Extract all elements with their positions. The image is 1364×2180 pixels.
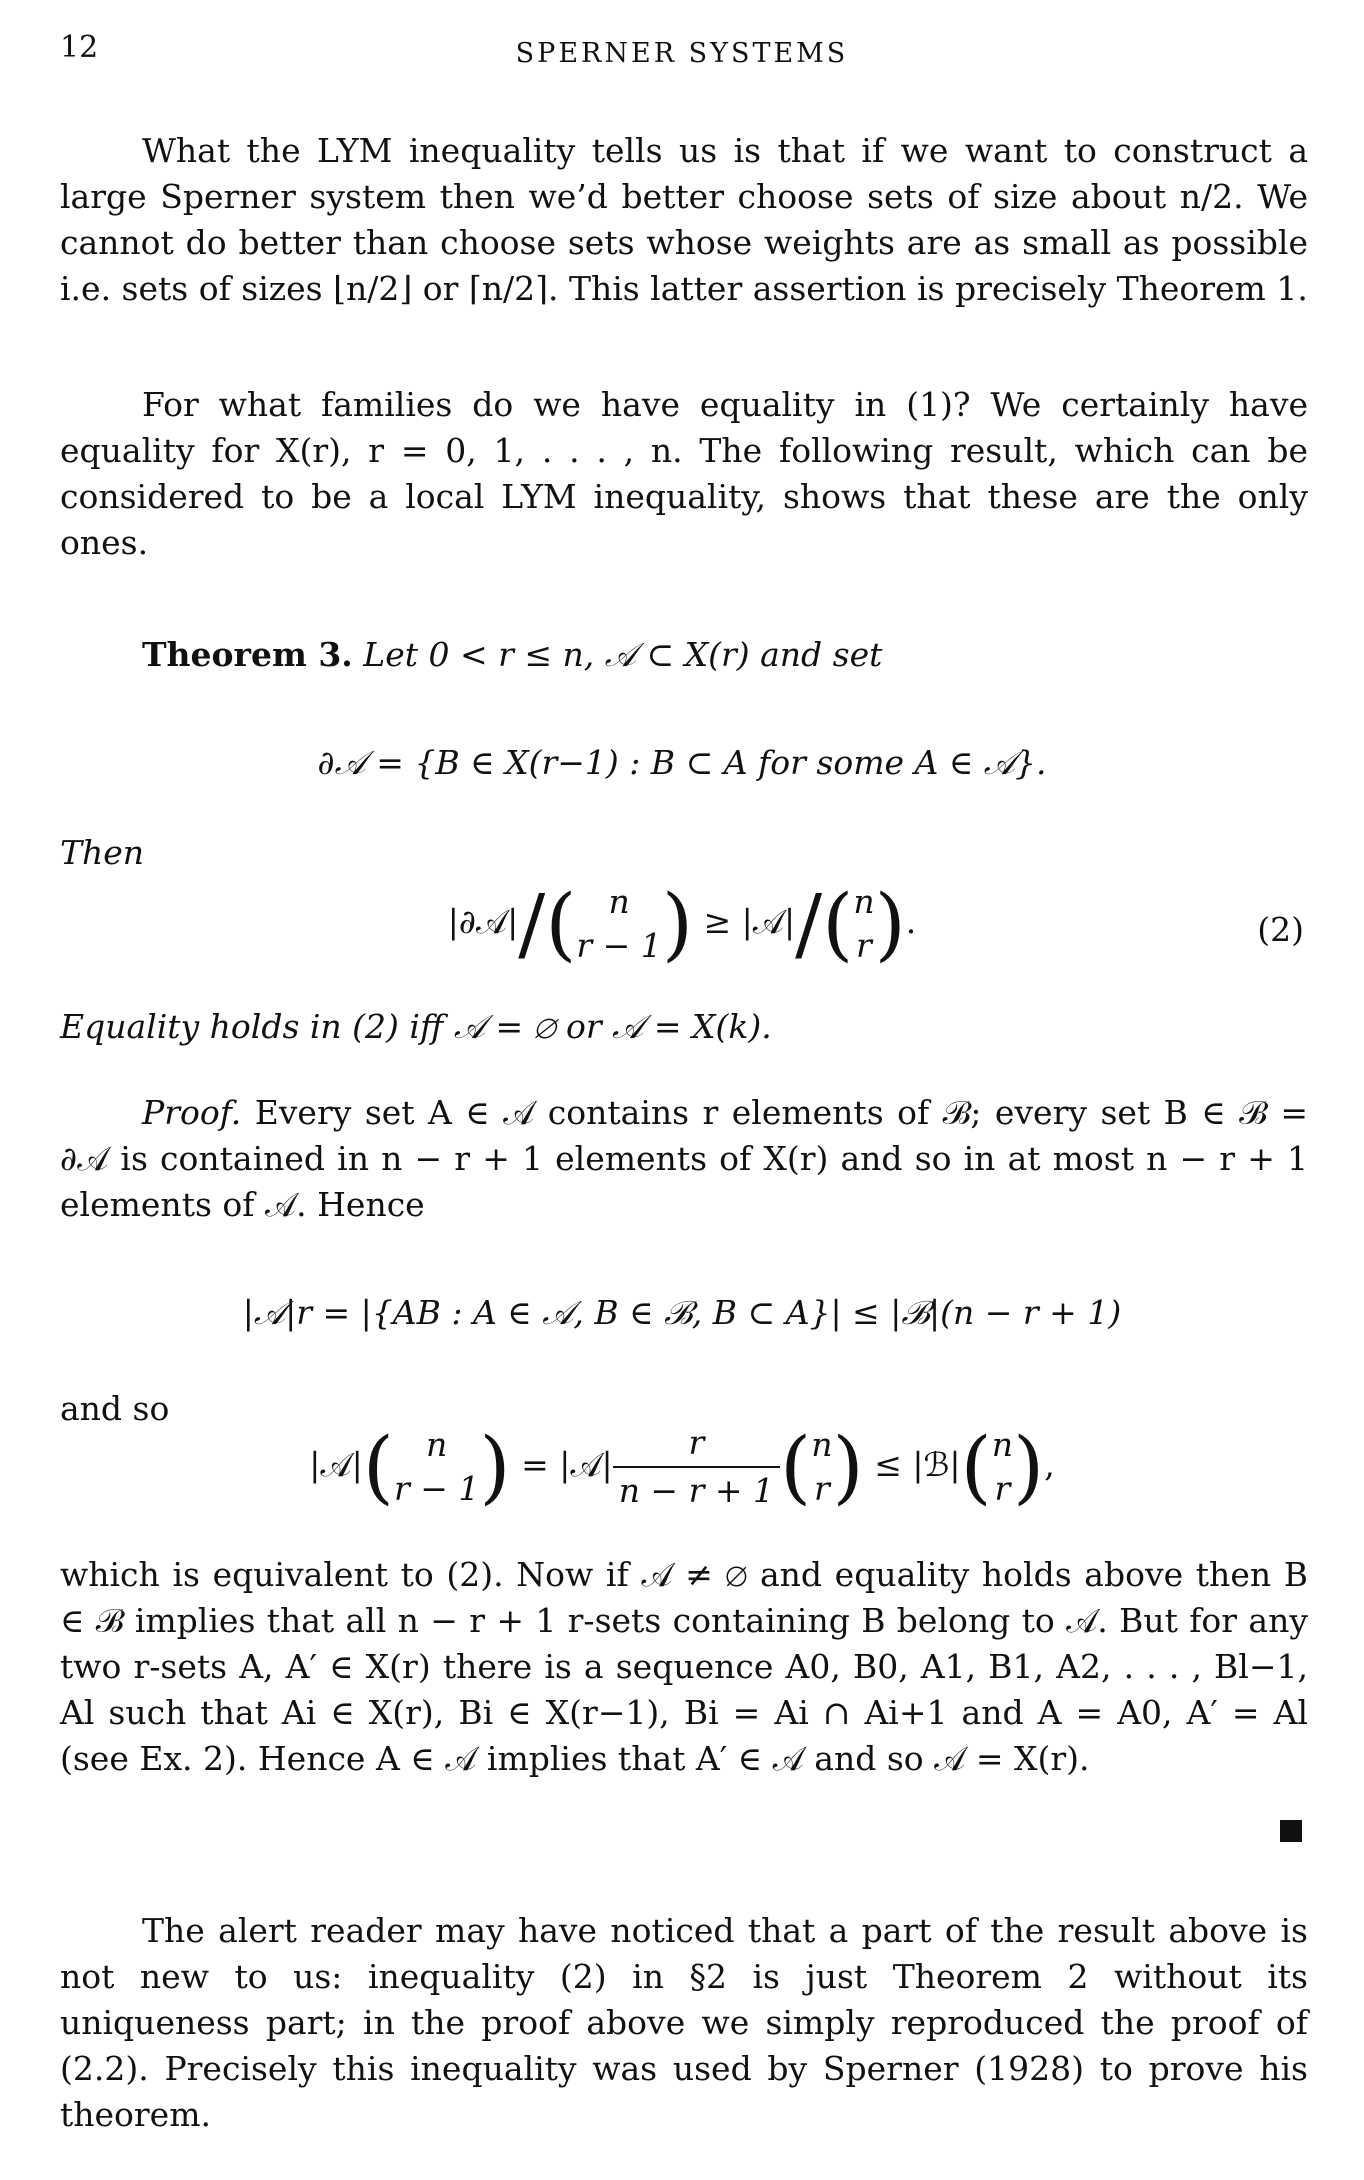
proof-label: Proof. xyxy=(142,1093,242,1132)
counting-identity: |𝒜|r = |{AB : A ∈ 𝒜, B ∈ ℬ, B ⊂ A}| ≤ |ℬ|(n − r + 1) xyxy=(242,1293,1122,1332)
binomial-chain: |𝒜|( n r − 1) = |𝒜| $\frac{r}{n - r + 1}$ (n r) ≤ |ℬ|(n r), xyxy=(309,1420,1055,1513)
paragraph-equality-question: For what families do we have equality in (1)? We certainly have equality for X(r), r = 0, 1, . . . , n. The following result, which can be considered to be a local LYM inequality, shows that these are the only ones. xyxy=(60,385,1308,562)
theorem-hypothesis: Let 0 < r ≤ n, 𝒜 ⊂ X(r) and set xyxy=(363,635,883,674)
page-number: 12 xyxy=(60,30,99,65)
inequality-2-middle: ≥ |𝒜| xyxy=(703,902,796,941)
shadow-definition: ∂𝒜 = {B ∈ X(r−1) : B ⊂ A for some A ∈ 𝒜}. xyxy=(317,743,1047,782)
proof-conclusion: which is equivalent to (2). Now if 𝒜 ≠ ∅ and equality holds above then B ∈ ℬ implies that all n − r + 1 r-sets containing B belong to 𝒜. But for any two r-sets A, A′ ∈ X(r) there is a sequence A0, B0, A1, B1, A2, . . . , Bl−1, Al such that Ai ∈ X(r), Bi ∈ X(r−1), Bi = Ai ∩ Ai+1 and A = A0, A′ = Al (see Ex. 2). Hence A ∈ 𝒜 implies that A′ ∈ 𝒜 and so 𝒜 = X(r). xyxy=(60,1555,1308,1778)
theorem-then: Then xyxy=(60,833,145,872)
equality-condition: Equality holds in (2) iff 𝒜 = ∅ or 𝒜 = X(k). xyxy=(60,1007,772,1046)
binom-n-r-1: ( n r − 1) xyxy=(545,877,694,970)
fraction-r-over-n-r-1: $\frac{r}{n - r + 1}$ xyxy=(613,1420,780,1514)
qed-square-icon xyxy=(1280,1820,1302,1842)
proof-opening xyxy=(60,1090,1308,1228)
theorem-label: Theorem 3. xyxy=(142,635,353,674)
inequality-2-left: |∂𝒜| xyxy=(447,902,519,941)
binom-n-r: (n r) xyxy=(822,877,906,970)
theorem-statement xyxy=(60,632,1308,678)
proof-text: Every set A ∈ 𝒜 contains r elements of ℬ; every set B ∈ ℬ = ∂𝒜 is contained in n − r + 1 elements of X(r) and so in at most n − r + 1 elements of 𝒜. Hence xyxy=(60,1093,1308,1224)
and-so: and so xyxy=(60,1389,170,1428)
equation-number-2: (2) xyxy=(1257,910,1304,949)
running-title: SPERNER SYSTEMS xyxy=(515,38,849,69)
paragraph-closing-remark: The alert reader may have noticed that a part of the result above is not new to us: inequality (2) in §2 is just Theorem 2 without its uniqueness part; in the proof above we simply reproduced the proof of (2.2). Precisely this inequality was used by Sperner (1928) to prove his theorem. xyxy=(60,1911,1308,2134)
paragraph-lym-interpretation: What the LYM inequality tells us is that if we want to construct a large Sperner system then we’d better choose sets of size about n/2. We cannot do better than choose sets whose weights are as small as possible i.e. sets of sizes ⌊n/2⌋ or ⌈n/2⌉. This latter assertion is precisely Theorem 1. xyxy=(60,131,1308,308)
inequality-2: |∂𝒜|/( n r − 1) ≥ |𝒜|/(n r). xyxy=(447,877,917,970)
